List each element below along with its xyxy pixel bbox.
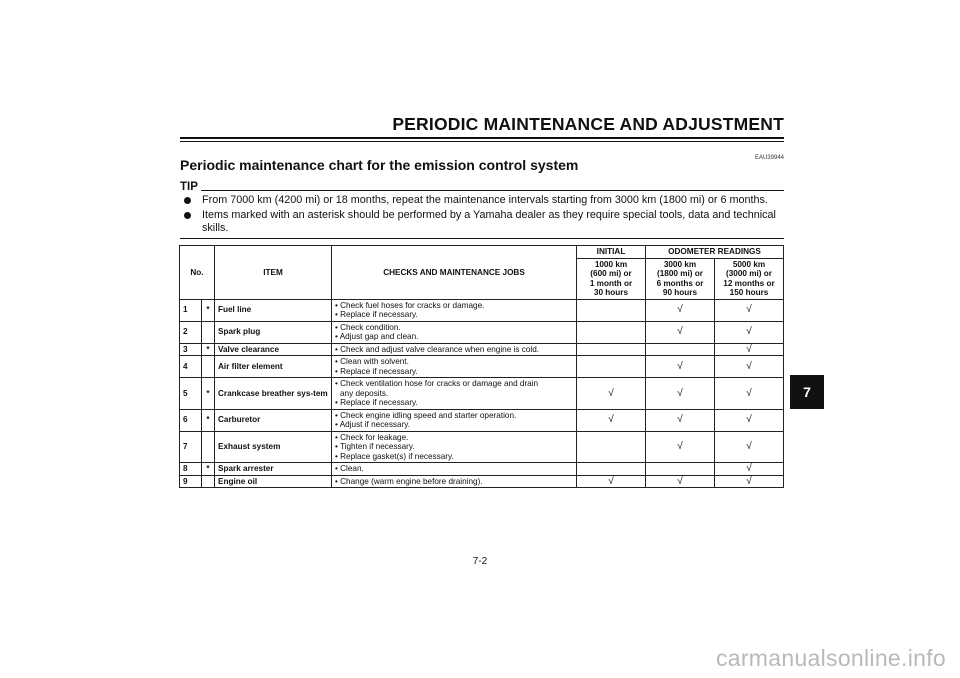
jobs-cell: • Check fuel hoses for cracks or damage. • Replace if necessary.: [332, 299, 577, 321]
tip-item: [180, 194, 784, 208]
check-mark: √: [646, 299, 715, 321]
dealer-asterisk: [202, 475, 215, 488]
table-row: [180, 299, 784, 321]
item-name: Carburetor: [215, 409, 332, 431]
tip-rule: [201, 190, 784, 191]
table-row: [180, 378, 784, 410]
check-mark: √: [715, 431, 784, 463]
dealer-asterisk: [202, 356, 215, 378]
check-mark: √: [646, 356, 715, 378]
item-name: Air filter element: [215, 356, 332, 378]
row-number: 7: [180, 431, 202, 463]
dealer-asterisk: [202, 431, 215, 463]
check-mark: [577, 321, 646, 343]
row-number: 6: [180, 409, 202, 431]
header-rule-thin: [180, 141, 784, 142]
dealer-asterisk: *: [202, 299, 215, 321]
table-row: [180, 475, 784, 488]
dealer-asterisk: *: [202, 343, 215, 356]
check-mark: √: [715, 378, 784, 410]
check-mark: √: [577, 409, 646, 431]
check-mark: √: [646, 378, 715, 410]
item-name: Spark arrester: [215, 463, 332, 476]
bullet-icon: [184, 197, 191, 204]
bullet-icon: [184, 212, 191, 219]
interval-header: 1000 km (600 mi) or 1 month or 30 hours: [577, 258, 646, 299]
page-number: 7-2: [472, 556, 488, 567]
table-row: [180, 356, 784, 378]
item-name: Exhaust system: [215, 431, 332, 463]
check-mark: √: [577, 378, 646, 410]
jobs-cell: • Change (warm engine before draining).: [332, 475, 577, 488]
column-header-item: ITEM: [215, 246, 332, 300]
check-mark: [646, 343, 715, 356]
table-row: [180, 321, 784, 343]
tip-list: [180, 194, 784, 237]
row-number: 9: [180, 475, 202, 488]
check-mark: √: [715, 321, 784, 343]
header-rule: [180, 137, 784, 139]
check-mark: √: [577, 475, 646, 488]
check-mark: √: [715, 463, 784, 476]
check-mark: [577, 343, 646, 356]
dealer-asterisk: [202, 321, 215, 343]
check-mark: √: [646, 431, 715, 463]
check-mark: √: [646, 321, 715, 343]
maintenance-chart-table: [179, 245, 784, 488]
jobs-cell: • Check for leakage. • Tighten if necessary. • Replace gasket(s) if necessary.: [332, 431, 577, 463]
row-number: 4: [180, 356, 202, 378]
jobs-cell: • Clean with solvent. • Replace if necessary.: [332, 356, 577, 378]
interval-header: 5000 km (3000 mi) or 12 months or 150 hours: [715, 258, 784, 299]
item-name: Engine oil: [215, 475, 332, 488]
check-mark: [646, 463, 715, 476]
dealer-asterisk: *: [202, 409, 215, 431]
jobs-cell: • Check ventilation hose for cracks or damage and drain any deposits. • Replace if necessary.: [332, 378, 577, 410]
item-name: Fuel line: [215, 299, 332, 321]
check-mark: √: [646, 475, 715, 488]
check-mark: √: [715, 299, 784, 321]
row-number: 2: [180, 321, 202, 343]
jobs-cell: • Check condition. • Adjust gap and clean.: [332, 321, 577, 343]
table-row: [180, 463, 784, 476]
tip-item-text: Items marked with an asterisk should be performed by a Yamaha dealer as they require special tools, data and technical skills.: [202, 208, 776, 234]
tip-label: TIP: [180, 181, 198, 193]
jobs-cell: • Clean.: [332, 463, 577, 476]
check-mark: √: [715, 356, 784, 378]
item-name: Spark plug: [215, 321, 332, 343]
check-mark: [577, 356, 646, 378]
watermark: carmanualsonline.info: [715, 645, 946, 671]
check-mark: √: [646, 409, 715, 431]
tip-bottom-rule: [180, 238, 784, 239]
page-header-title: PERIODIC MAINTENANCE AND ADJUSTMENT: [392, 114, 784, 134]
table-row: [180, 409, 784, 431]
chapter-tab: 7: [790, 375, 824, 409]
check-mark: [577, 431, 646, 463]
document-code: EAU39944: [754, 155, 784, 161]
dealer-asterisk: *: [202, 378, 215, 410]
dealer-asterisk: *: [202, 463, 215, 476]
section-title: Periodic maintenance chart for the emission control system: [180, 157, 579, 173]
row-number: 3: [180, 343, 202, 356]
jobs-cell: • Check engine idling speed and starter operation. • Adjust if necessary.: [332, 409, 577, 431]
check-mark: [577, 463, 646, 476]
table-header-row: [180, 246, 784, 259]
item-name: Crankcase breather sys-tem: [215, 378, 332, 410]
column-header-odometer: ODOMETER READINGS: [646, 246, 784, 259]
check-mark: √: [715, 475, 784, 488]
column-header-jobs: CHECKS AND MAINTENANCE JOBS: [332, 246, 577, 300]
check-mark: [577, 299, 646, 321]
check-mark: √: [715, 409, 784, 431]
check-mark: √: [715, 343, 784, 356]
tip-item: [180, 209, 784, 236]
jobs-cell: • Check and adjust valve clearance when engine is cold.: [332, 343, 577, 356]
table-row: [180, 431, 784, 463]
tip-item-text: From 7000 km (4200 mi) or 18 months, repeat the maintenance intervals starting from 3000 km (1800 mi) or 6 months.: [202, 194, 768, 206]
interval-header: 3000 km (1800 mi) or 6 months or 90 hours: [646, 258, 715, 299]
column-header-no: No.: [180, 246, 215, 300]
row-number: 1: [180, 299, 202, 321]
column-header-initial: INITIAL: [577, 246, 646, 259]
row-number: 8: [180, 463, 202, 476]
item-name: Valve clearance: [215, 343, 332, 356]
table-row: [180, 343, 784, 356]
row-number: 5: [180, 378, 202, 410]
